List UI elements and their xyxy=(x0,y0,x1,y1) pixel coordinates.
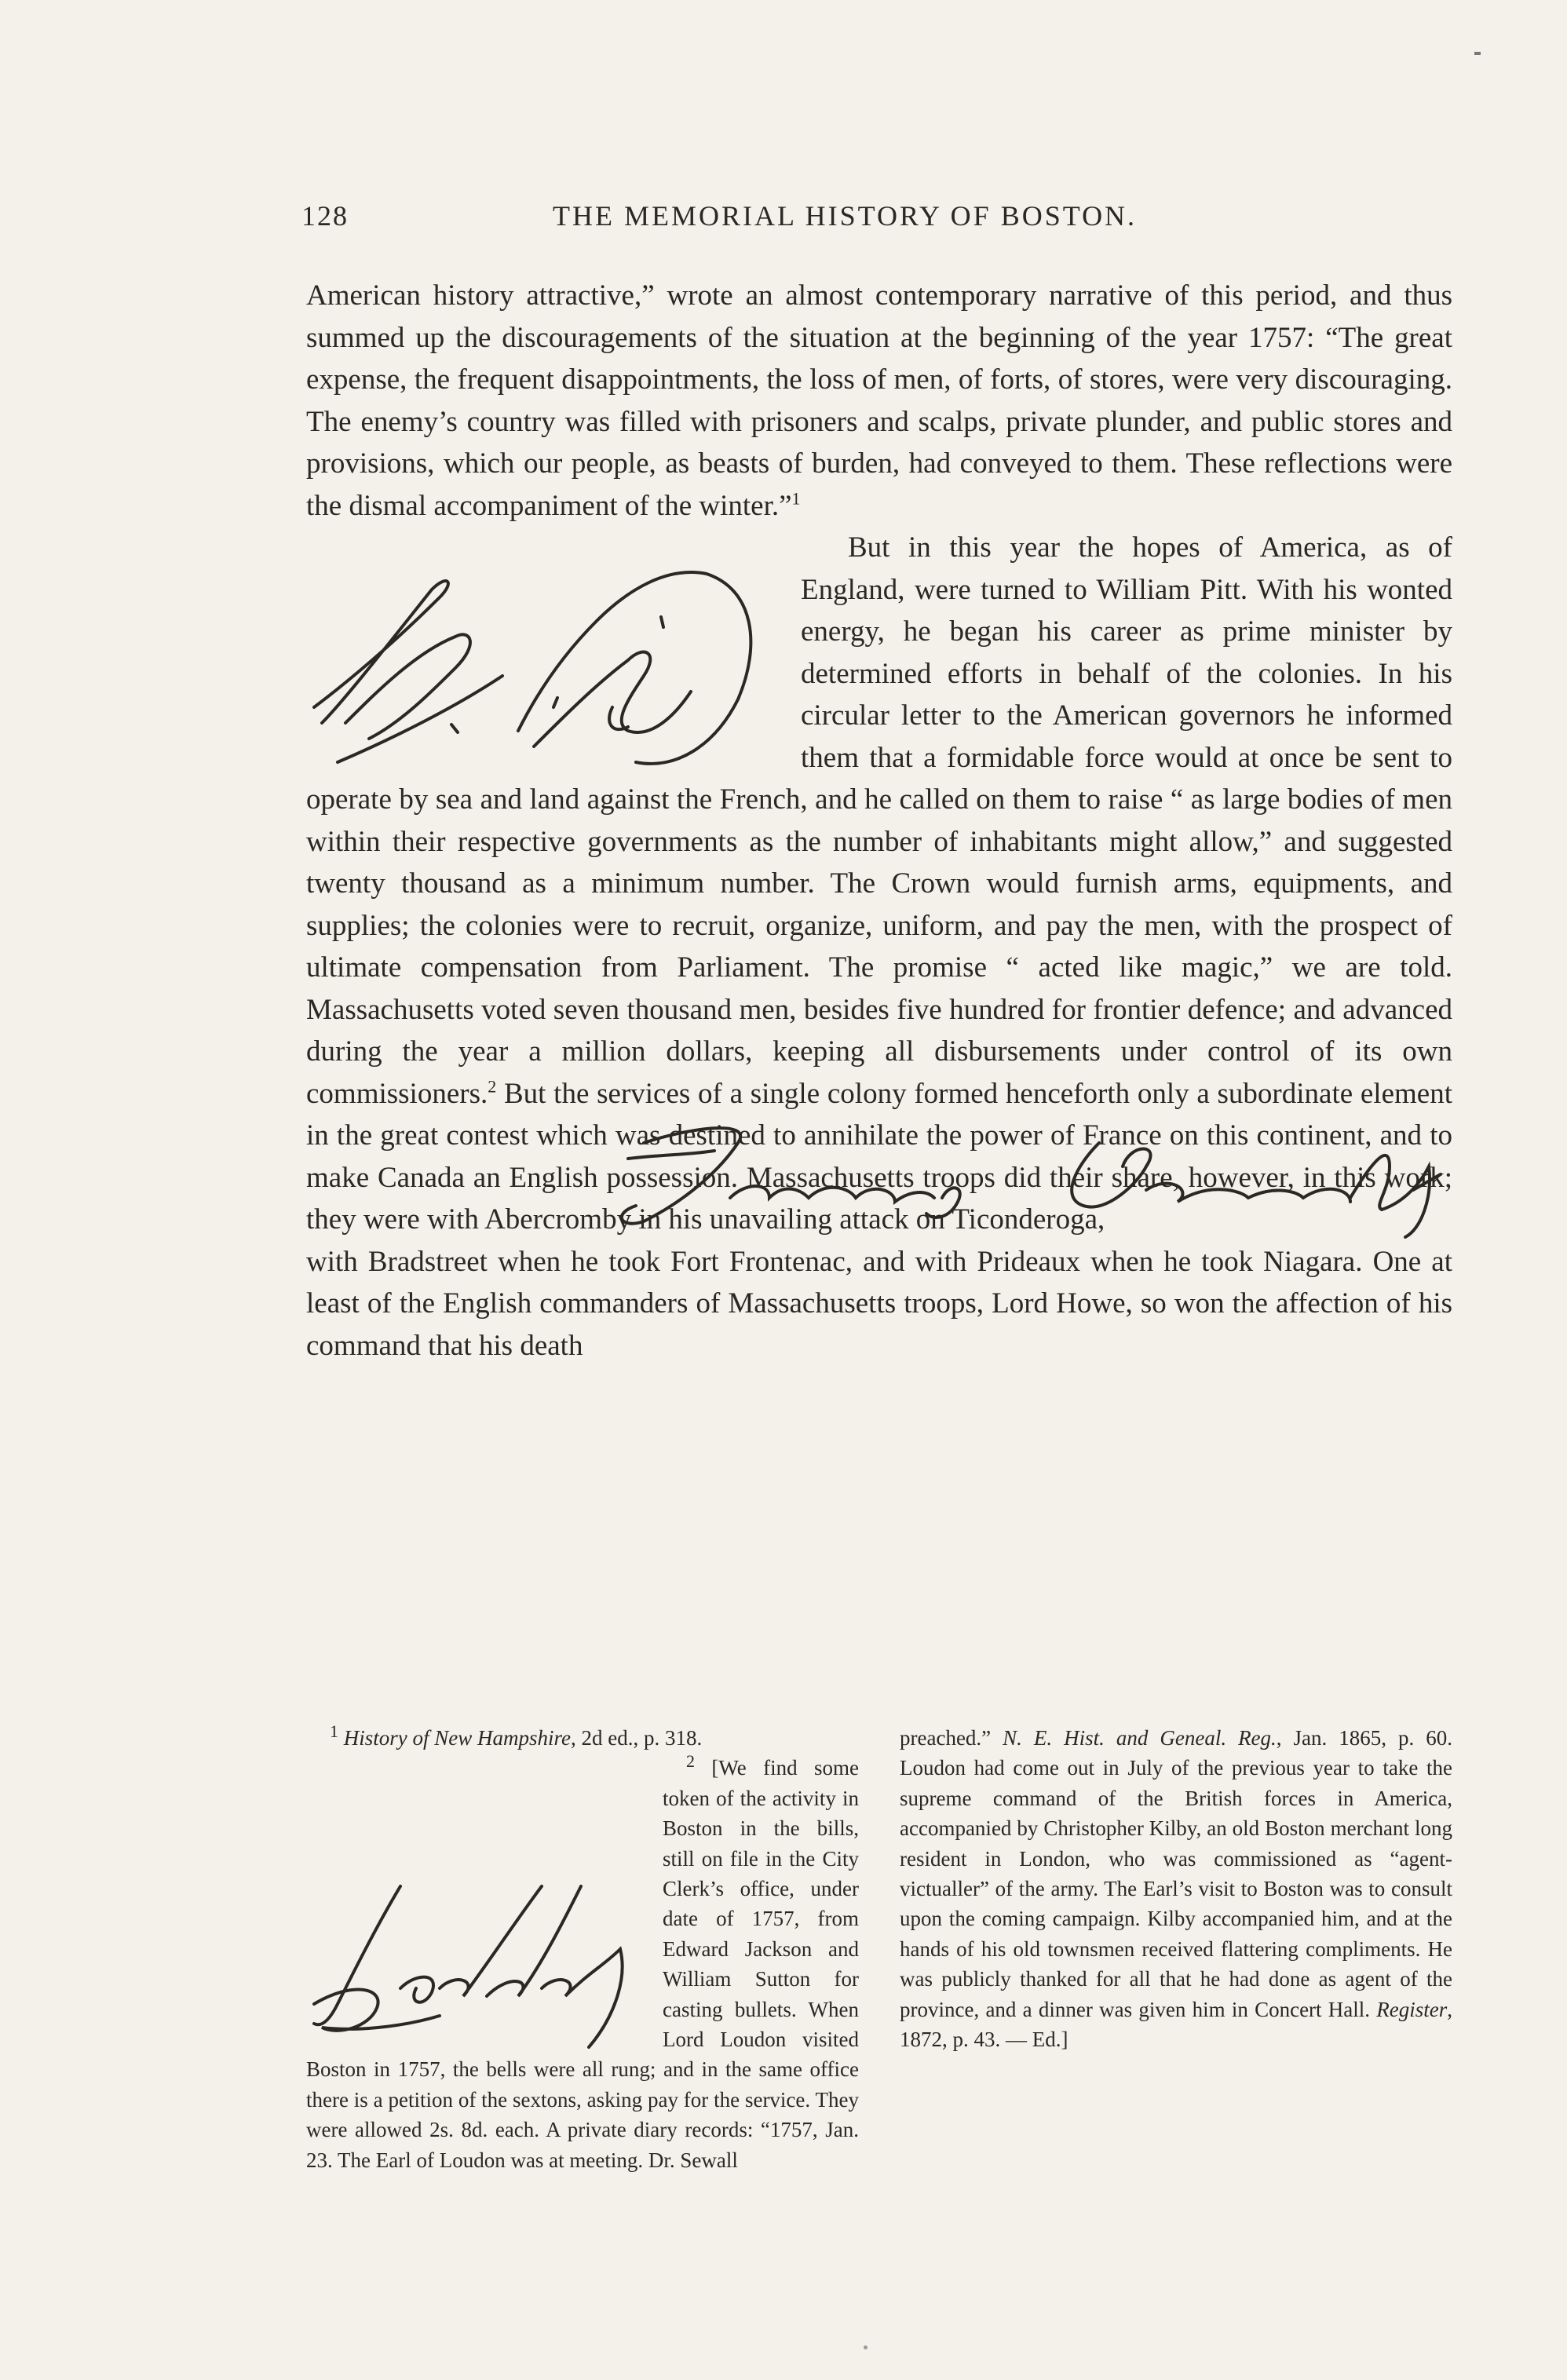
paragraph-2-text-b: But the services of a single colony formed henceforth only a subordinate element in the great contest which was destined to annihilate the power of France on this continent, and to make Canada an English possession. Massachusetts troops did their share, however, in this work; they were with Abercromby in his unavailing attack on Ticonderoga, xyxy=(306,1077,1452,1236)
footnote-2-journal: N. E. Hist. and Geneal. Reg. xyxy=(1003,1726,1277,1750)
footnote-2-text-b: , Jan. 1865, p. 60. Loudon had come out in July of the previous year to take the supreme command of the British forces in America, accompanied by Christopher Kilby, an old Boston merchant long resident in London, who was commissioned as “agent-victualler” of the army. The Earl’s visit to Boston was to consult upon the coming campaign. Kilby accompanied him, and at the hands of his old townsmen received flattering compliments. He was publicly thanked for all that he had done as agent of the province, and a dinner was given him in Concert Hall. xyxy=(900,1726,1452,2021)
footnote-1-title: History of New Hampshire xyxy=(343,1726,571,1750)
paragraph-1-text: American history attractive,” wrote an almost contemporary narrative of this period, and thus summed up the discouragements of the situation at the beginning of the year 1757: “The great expense, the frequent disappointments, the loss of men, of forts, of stores, were very discouraging. The enemy’s country was filled with prisoners and scalps, private plunder, and public stores and provisions, which our people, as beasts of burden, had conveyed to them. These reflections were the dismal accompaniment of the winter.” xyxy=(306,279,1452,522)
dot-mark xyxy=(864,2345,868,2349)
footnote-column-left xyxy=(306,1723,859,2175)
pitt-signature xyxy=(298,527,785,778)
loudon-signature xyxy=(306,1871,652,2051)
footnotes xyxy=(306,1723,1452,2175)
footnote-2-end: , 1872, p. 43. — Ed.] xyxy=(900,1997,1452,2052)
footnote-2-register: Register xyxy=(1376,1997,1448,2021)
footnote-column-right xyxy=(900,1723,1452,2175)
edge-mark xyxy=(1474,52,1481,55)
running-title: THE MEMORIAL HISTORY OF BOSTON. xyxy=(553,200,1138,232)
footnote-2-text-a: [We find some token of the activity in Boston in the bills, still on file in the City Clerk’s office, under date of 1757, from Edward Jackson and William Sutton for casting bullets. When Lord Loudon visited Boston in 1757, the bells were all rung; and in the same office there is a petition of the sextons, asking pay for the service. They were allowed 2s. 8d. each. A private diary records: “1757, Jan. 23. The Earl of Loudon was at meeting. Dr. Sewall xyxy=(306,1756,859,2172)
paragraph-1 xyxy=(306,275,1452,527)
paragraph-2 xyxy=(306,527,1452,1241)
footnote-2-preached: preached.” xyxy=(900,1726,1003,1750)
abercromby-signature xyxy=(597,1112,1460,1245)
paragraph-2-text-a: But in this year the hopes of America, as of England, were turned to William Pitt. With his wonted energy, he began his career as prime minister by determined efforts in behalf of the colonies. In his circular letter to the American governors he informed them that a formidable force would at once be sent to operate by sea and land against the French, and he called on them to raise “ as large bodies of men within their respective governments as the number of inhabitants might allow,” and suggested twenty thousand as a minimum number. The Crown would furnish arms, equipments, and supplies; the colonies were to recruit, organize, uniform, and pay the men, with the prospect of ultimate compensation from Parliament. The promise “ acted like magic,” we are told. Massachusetts voted seven thousand men, besides five hundred for frontier defence; and advanced during the year a million dollars, keeping all disbursements under control of its own commissioners. xyxy=(306,531,1452,1110)
footnote-1 xyxy=(306,1723,859,1753)
footnote-2 xyxy=(306,1753,859,2175)
running-header xyxy=(301,199,1228,239)
footnote-2-number: 2 xyxy=(686,1751,695,1772)
footnote-1-rest: , 2d ed., p. 318. xyxy=(571,1726,703,1750)
footnote-ref-1: 1 xyxy=(791,488,801,509)
footnote-ref-2: 2 xyxy=(488,1076,497,1097)
paragraph-2-text-c: with Bradstreet when he took Fort Frontenac, and with Prideaux when he took Niagara. One at least of the English commanders of Massachusetts troops, Lord Howe, so won the affection of his command that his death xyxy=(306,1245,1452,1362)
main-text xyxy=(306,275,1452,1367)
page-number: 128 xyxy=(301,200,349,232)
footnote-1-number: 1 xyxy=(330,1721,338,1741)
footnote-2-continued xyxy=(900,1723,1452,2054)
paragraph-2-continued xyxy=(306,1241,1452,1367)
